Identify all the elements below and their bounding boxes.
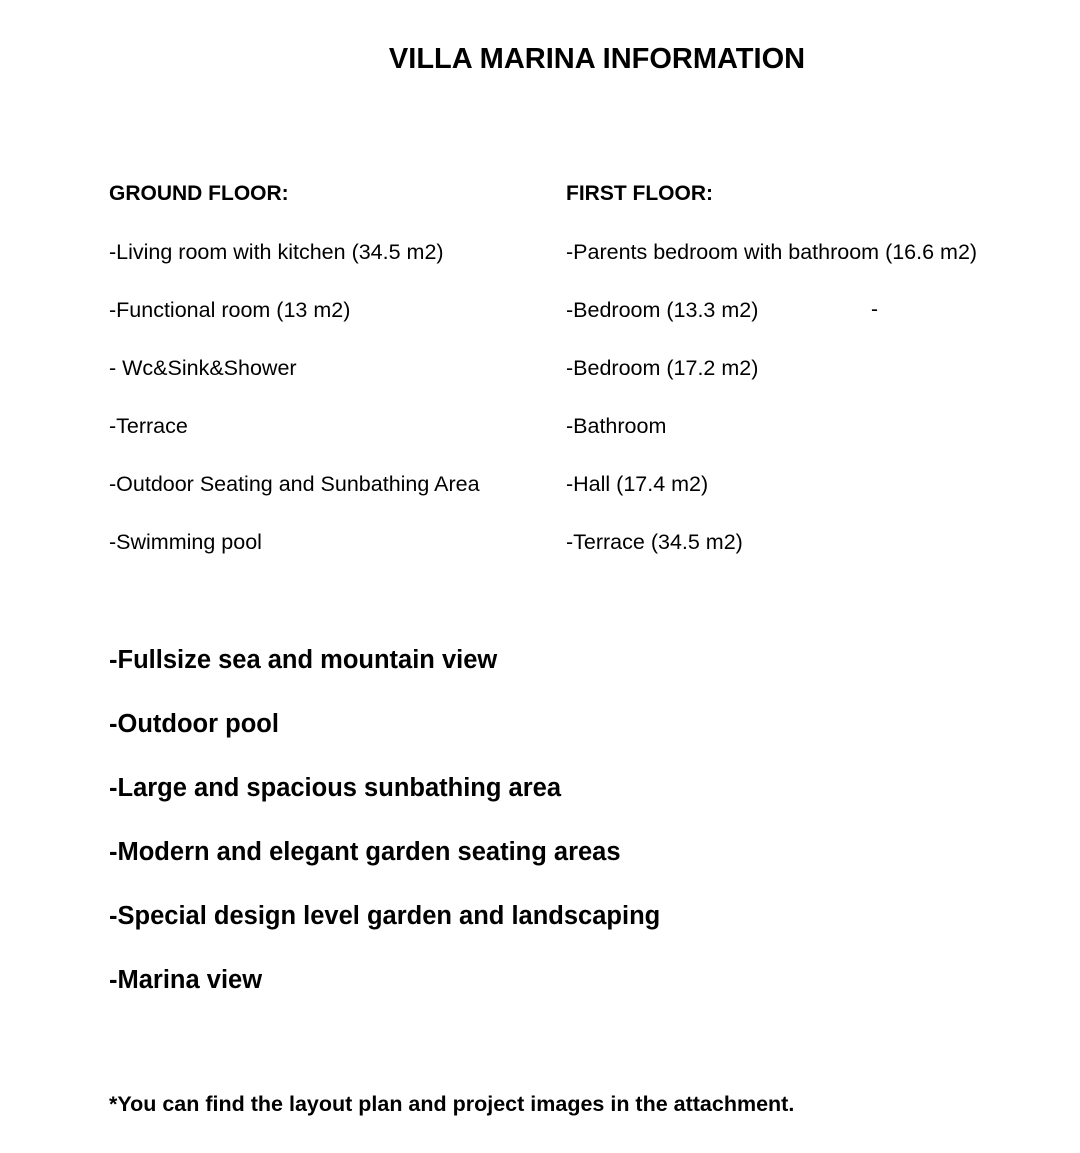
attachment-note: *You can find the layout plan and project images in the attachment. [109,1092,795,1116]
first-floor-item: -Terrace (34.5 m2) [566,530,743,554]
first-floor-heading: FIRST FLOOR: [566,182,713,205]
ground-floor-item: - Wc&Sink&Shower [109,356,297,380]
document-title: VILLA MARINA INFORMATION [388,43,806,75]
feature-item: -Special design level garden and landscaping [109,902,661,930]
feature-item: -Outdoor pool [109,710,279,738]
ground-floor-section [109,181,480,587]
first-floor-item: -Hall (17.4 m2) [566,472,709,496]
feature-item: -Fullsize sea and mountain view [109,646,498,674]
feature-item: -Marina view [109,966,263,994]
ground-floor-item: -Outdoor Seating and Sunbathing Area [109,472,480,496]
first-floor-item: -Bathroom [566,414,667,438]
ground-floor-item: -Terrace [109,414,188,438]
first-floor-section [566,181,977,587]
ground-floor-item: -Living room with kitchen (34.5 m2) [109,240,444,264]
ground-floor-item: -Swimming pool [109,530,262,554]
features-list [109,644,660,1028]
feature-item: -Modern and elegant garden seating areas [109,838,621,866]
ground-floor-heading: GROUND FLOOR: [109,182,289,205]
stray-dash-mark: - [871,298,878,321]
first-floor-item: -Parents bedroom with bathroom (16.6 m2) [566,240,978,264]
feature-item: -Large and spacious sunbathing area [109,774,562,802]
first-floor-item: -Bedroom (17.2 m2) [566,356,759,380]
first-floor-item: -Bedroom (13.3 m2) [566,298,759,322]
ground-floor-item: -Functional room (13 m2) [109,298,351,322]
